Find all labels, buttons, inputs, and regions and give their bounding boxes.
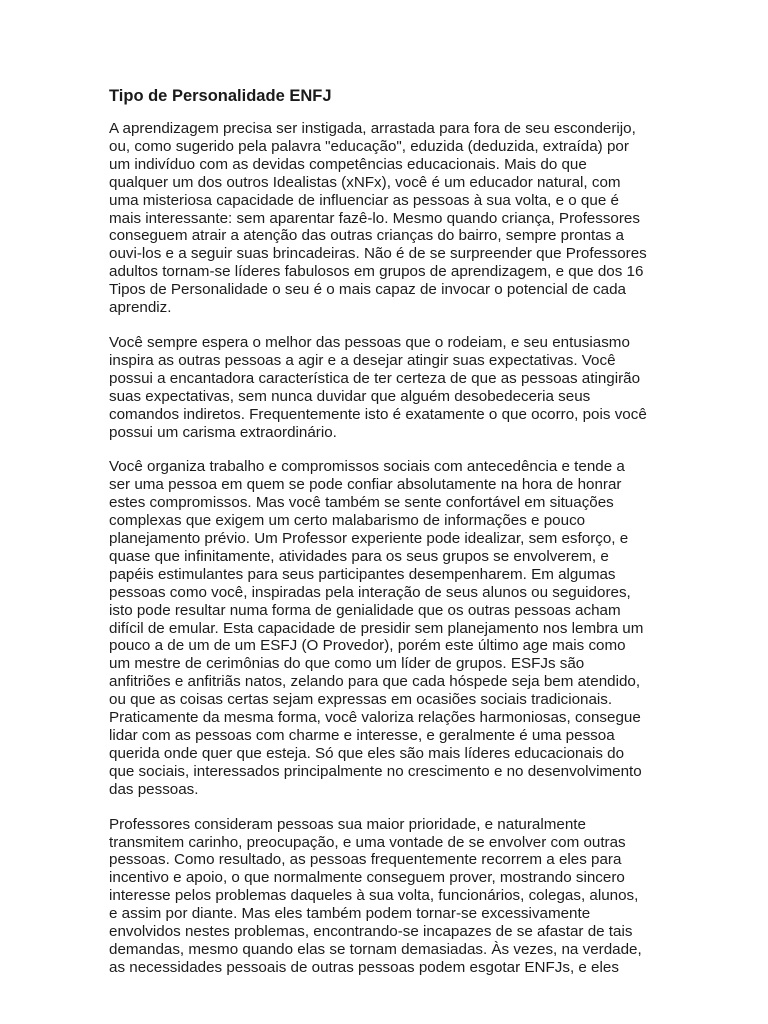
paragraph-2 <box>109 334 661 441</box>
text-line: quase que infinitamente, atividades para os seus grupos se envolverem, e <box>109 547 609 565</box>
text-line: Praticamente da mesma forma, você valoriza relações harmoniosas, consegue <box>109 709 641 727</box>
text-line: uma misteriosa capacidade de influenciar as pessoas à sua volta, e o que é <box>109 191 619 209</box>
text-line: planejamento prévio. Um Professor experiente pode idealizar, sem esforço, e <box>109 530 629 548</box>
text-line: complexas que exigem um certo malabarismo de informações e pouco <box>109 512 586 530</box>
text-line: ou que as coisas certas sejam expressas em ocasiões sociais tradicionais. <box>109 691 613 709</box>
text-line: interesse pelos problemas daqueles à sua volta, funcionários, colegas, alunos, <box>109 887 639 905</box>
text-line: pessoas como você, inspiradas pela interação de seus alunos ou seguidores, <box>109 583 631 601</box>
text-line: possui um carisma extraordinário. <box>109 423 337 441</box>
text-line: transmitem carinho, preocupação, e uma vontade de se envolver com outras <box>109 833 626 851</box>
text-line: que sociais, interessados principalmente no crescimento e no desenvolvimento <box>109 762 642 780</box>
text-line: pessoas. Como resultado, as pessoas frequentemente recorrem a eles para <box>109 851 622 869</box>
text-line: estes compromissos. Mas você também se sente confortável em situações <box>109 494 614 512</box>
text-line: anfitriões e anfitriãs natos, zelando para que cada hóspede seja bem atendido, <box>109 673 641 691</box>
text-line: pouco a de um de um ESFJ (O Provedor), porém este último age mais como <box>109 637 626 655</box>
text-line: incentivo e apoio, o que normalmente conseguem prover, mostrando sincero <box>109 869 625 887</box>
text-line: papéis estimulantes para seus participantes desempenharem. Em algumas <box>109 565 616 583</box>
text-line: ouvi-los e a seguir suas brincadeiras. Não é de se surpreender que Professores <box>109 245 647 263</box>
text-line: Você organiza trabalho e compromissos sociais com antecedência e tende a <box>109 458 625 476</box>
text-line: aprendiz. <box>109 299 172 317</box>
text-line: querida onde quer que esteja. Só que eles são mais líderes educacionais do <box>109 744 625 762</box>
document-title: Tipo de Personalidade ENFJ <box>109 87 332 105</box>
text-line: ser uma pessoa em quem se pode confiar absolutamente na hora de honrar <box>109 476 622 494</box>
text-line: envolvidos nestes problemas, encontrando-se incapazes de se afastar de tais <box>109 923 633 941</box>
text-line: um indivíduo com as devidas competências educacionais. Mais do que <box>109 155 587 173</box>
text-line: comandos indiretos. Frequentemente isto é exatamente o que ocorro, pois você <box>109 405 647 423</box>
text-line: e assim por diante. Mas eles também podem tornar-se excessivamente <box>109 905 591 923</box>
text-line: possui a encantadora característica de ter certeza de que as pessoas atingirão <box>109 369 641 387</box>
text-line: mais interessante: sem aparentar fazê-lo. Mesmo quando criança, Professores <box>109 209 640 227</box>
text-line: um mestre de cerimônias do que como um líder de grupos. ESFJs são <box>109 655 585 673</box>
text-line: das pessoas. <box>109 780 199 798</box>
document-page <box>109 86 661 994</box>
text-line: qualquer um dos outros Idealistas (xNFx), você é um educador natural, com <box>109 173 621 191</box>
text-line: difícil de emular. Esta capacidade de presidir sem planejamento nos lembra um <box>109 619 644 637</box>
text-line: Tipos de Personalidade o seu é o mais capaz de invocar o potencial de cada <box>109 281 626 299</box>
text-line: Professores consideram pessoas sua maior prioridade, e naturalmente <box>109 815 586 833</box>
text-line: ou, como sugerido pela palavra "educação", eduzida (deduzida, extraída) por <box>109 137 629 155</box>
text-line: isto pode resultar numa forma de genialidade que os outras pessoas acham <box>109 601 621 619</box>
text-line: adultos tornam-se líderes fabulosos em grupos de aprendizagem, e que dos 16 <box>109 263 644 281</box>
paragraph-3 <box>109 458 661 798</box>
text-line: conseguem atrair a atenção das outras crianças do bairro, sempre prontas a <box>109 227 624 245</box>
text-line: as necessidades pessoais de outras pessoas podem esgotar ENFJs, e eles <box>109 958 619 976</box>
text-line: lidar com as pessoas com charme e interesse, e geralmente é uma pessoa <box>109 727 615 744</box>
paragraph-4 <box>109 816 661 977</box>
text-line: Você sempre espera o melhor das pessoas que o rodeiam, e seu entusiasmo <box>109 333 630 351</box>
text-line: demandas, mesmo quando elas se tornam demasiadas. Às vezes, na verdade, <box>109 940 642 958</box>
paragraph-1 <box>109 120 661 317</box>
text-line: suas expectativas, sem nunca duvidar que alguém desobedeceria seus <box>109 387 591 405</box>
text-line: inspira as outras pessoas a agir e a desejar atingir suas expectativas. Você <box>109 351 616 369</box>
text-line: A aprendizagem precisa ser instigada, arrastada para fora de seu esconderijo, <box>109 120 636 137</box>
